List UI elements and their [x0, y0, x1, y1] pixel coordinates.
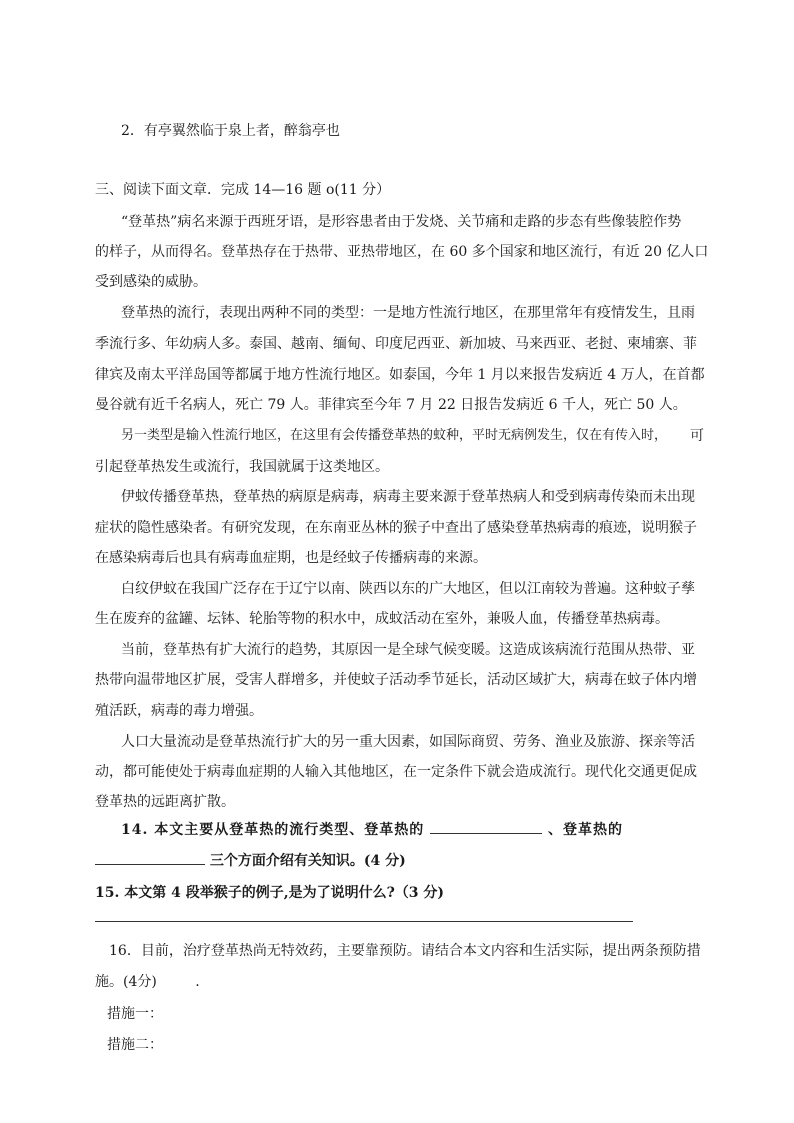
article-line: 登革热的远距离扩散。	[95, 794, 235, 810]
article-line: 人口大量流动是登革热流行扩大的另一重大因素，如国际商贸、劳务、渔业及旅游、探亲等活	[121, 734, 695, 750]
article-line: 另一类型是输入性流行地区，在这里有会传播登革热的蚊种，平时无病例发生，仅在有传入时，	[121, 428, 668, 443]
question-14-line-2	[95, 851, 406, 871]
stray-dot: .	[195, 974, 200, 990]
article-line: 受到感染的威胁。	[95, 274, 207, 290]
article-line: 动，都可能使处于病毒血症期的人输入其他地区，在一定条件下就会造成流行。现代化交通更促成	[95, 764, 697, 780]
section-3-heading: 三、阅读下面文章．完成 14—16 题 o(11 分）	[95, 182, 391, 198]
article-line: 在感染病毒后也具有病毒血症期，也是经蚊子传播病毒的来源。	[95, 550, 487, 566]
question-14	[121, 820, 623, 840]
question-14-text: 、登革热的	[547, 822, 623, 838]
article-line: 白纹伊蚊在我国广泛存在于辽宁以南、陕西以东的广大地区，但以江南较为普遍。这种蚊子孳	[121, 581, 695, 597]
article-line: 登革热的流行，表现出两种不同的类型：一是地方性流行地区，在那里常年有疫情发生，且雨	[121, 305, 695, 321]
article-line: 曼谷就有近千名病人，死亡 79 人。菲律宾至今年 7 月 22 日报告发病近 6 千人，死亡 50 人。	[95, 397, 687, 413]
question-16: 16．目前，治疗登革热尚无特效药，主要靠预防。请结合本文内容和生活实际，提出两条预防措	[109, 943, 701, 959]
question-15: 15. 本文第 4 段举猴子的例子,是为了说明什么?（3 分)	[95, 885, 445, 901]
article-line: 热带向温带地区扩展，受害人群增多，并使蚊子活动季节延长，活动区域扩大，病毒在蚊子体内增	[95, 672, 697, 688]
article-line: 引起登革热发生或流行，我国就属于这类地区。	[95, 459, 389, 475]
article-line: 当前，登革热有扩大流行的趋势，其原因一是全球气候变暖。这造成该病流行范围从热带、亚	[121, 642, 695, 658]
article-line: 生在废弃的盆罐、坛钵、轮胎等物的积水中，成蚊活动在室外，兼吸人血，传播登革热病毒。	[95, 611, 669, 627]
measure-two-label: 措施二：	[107, 1037, 163, 1053]
question-15-answer-line[interactable]	[95, 921, 633, 922]
question-14-blank-1[interactable]	[430, 821, 542, 834]
article-line: 症状的隐性感染者。有研究发现，在东南亚丛林的猴子中查出了感染登革热病毒的痕迹，说明猴子	[95, 520, 697, 536]
question-14-text: 三个方面介绍有关知识。(4 分)	[209, 853, 406, 869]
item-2-line: 2．有亭翼然临于泉上者，醉翁亭也	[121, 123, 340, 139]
question-16-line-2	[95, 972, 200, 992]
article-line: 殖活跃，病毒的毒力增强。	[95, 703, 263, 719]
article-line: 律宾及南太平洋岛国等都属于地方性流行地区。如泰国，今年 1 月以来报告发病近 4 万人，在首都	[95, 367, 705, 383]
question-16-text: 施。(4分)	[95, 974, 157, 990]
article-line: “登革热”病名来源于西班牙语，是形容患者由于发烧、关节痛和走路的步态有些像装腔作势	[121, 214, 682, 230]
measure-one-label: 措施一：	[107, 1006, 163, 1022]
article-line: 可	[690, 428, 704, 444]
article-line: 季流行多、年幼病人多。泰国、越南、缅甸、印度尼西亚、新加坡、马来西亚、老挝、柬埔寨、菲	[95, 336, 697, 352]
question-14-text: 14. 本文主要从登革热的流行类型、登革热的	[121, 822, 425, 838]
article-line: 伊蚊传播登革热，登革热的病原是病毒，病毒主要来源于登革热病人和受到病毒传染而未出现	[121, 489, 695, 505]
article-line: 的样子，从而得名。登革热存在于热带、亚热带地区，在 60 多个国家和地区流行，有近 20 亿人口	[95, 244, 709, 260]
question-14-blank-2[interactable]	[95, 852, 205, 865]
